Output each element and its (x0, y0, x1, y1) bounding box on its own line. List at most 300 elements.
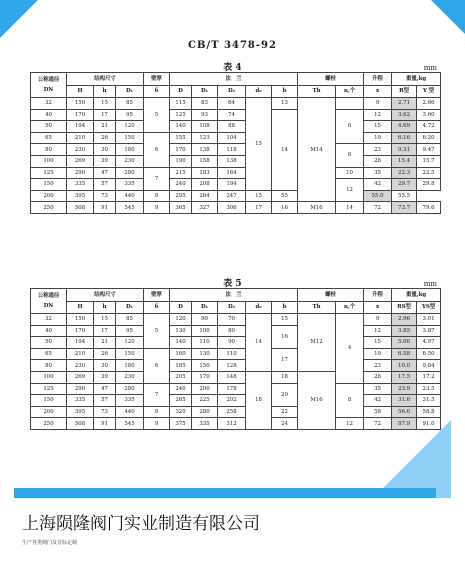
table-cell: 47 (94, 383, 116, 395)
table-cell: 79.6 (417, 202, 441, 214)
table-cell: 72 (364, 202, 392, 214)
table-cell: 9.84 (417, 360, 441, 372)
table-cell: 80 (31, 360, 67, 372)
table-cell: 15 (364, 337, 392, 349)
table-row (31, 109, 441, 121)
table-cell: 23.5 (417, 383, 441, 395)
table-cell: 3.01 (417, 314, 441, 326)
table-cell: 9.47 (417, 144, 441, 156)
table-cell: 64 (218, 98, 246, 110)
table-cell: 2.96 (392, 314, 417, 326)
header-weight-ys: YS型 (417, 301, 441, 314)
table-cell: 4.97 (417, 337, 441, 349)
header-D1: D₁ (116, 301, 144, 314)
table-cell: 93 (192, 109, 218, 121)
table-cell: 306 (218, 202, 246, 214)
table-cell: 508 (67, 202, 94, 214)
table-cell: 14 (246, 314, 272, 372)
table-cell: 269 (67, 371, 94, 383)
table-cell: 210 (67, 348, 94, 360)
table-cell: 30 (94, 144, 116, 156)
table-cell: 73 (94, 190, 116, 202)
table-cell: 30 (94, 360, 116, 372)
table-cell: 230 (67, 360, 94, 372)
table-row (31, 144, 441, 156)
table-cell: 8 (144, 406, 170, 418)
table-cell: 545 (116, 418, 144, 430)
table-cell: 91.0 (417, 418, 441, 430)
table-cell: 65 (31, 132, 67, 144)
table-cell: 40 (31, 109, 67, 121)
table-cell (336, 98, 364, 110)
table-cell: 8 (336, 383, 364, 418)
header-wall-thickness: 壁厚 (144, 289, 170, 302)
table-cell: 5.06 (392, 337, 417, 349)
table-cell: 150 (67, 98, 94, 110)
table-cell: 327 (192, 202, 218, 214)
table-cell: 39 (94, 371, 116, 383)
table-cell: 4.72 (417, 121, 441, 133)
header-flange: 法 兰 (170, 289, 298, 302)
table-cell: 125 (31, 383, 67, 395)
table-cell: 205 (170, 371, 192, 383)
table-cell: 130 (192, 348, 218, 360)
table-cell: 22.3 (392, 167, 417, 179)
table-cell: 88 (218, 121, 246, 133)
table-cell: 57 (94, 395, 116, 407)
header-structure-dimensions: 结构尺寸 (67, 289, 144, 302)
table-cell: 240 (170, 383, 192, 395)
table-cell: 28 (364, 155, 392, 167)
table-cell: 170 (67, 325, 94, 337)
table-row (31, 98, 441, 110)
table-cell: 125 (31, 167, 67, 179)
table-cell: M12 (298, 314, 336, 372)
table-cell: 210 (67, 132, 94, 144)
table-cell: 155 (170, 132, 192, 144)
table-cell: 42 (364, 395, 392, 407)
table-cell: 100 (31, 155, 67, 167)
table-cell: 8 (144, 190, 170, 202)
table-cell: 120 (170, 314, 192, 326)
accent-band (14, 488, 436, 498)
table-cell: 26 (94, 132, 116, 144)
table-cell: 6.16 (392, 132, 417, 144)
table-cell: 200 (31, 406, 67, 418)
table-cell: 17 (246, 202, 272, 214)
table-cell: 18 (246, 371, 272, 429)
table-cell: 3.60 (417, 109, 441, 121)
table-cell: 150 (31, 395, 67, 407)
header-h: h (94, 85, 116, 98)
table-cell: 28 (364, 371, 392, 383)
table-cell: 230 (116, 155, 144, 167)
header-lift: 升程 (364, 289, 392, 302)
header-weight: 重量,kg (392, 289, 441, 302)
table-cell: 200 (31, 190, 67, 202)
table-cell: 7 (144, 383, 170, 406)
table-cell: 55 (272, 190, 298, 202)
table-cell: 115 (170, 98, 192, 110)
table-cell: 320 (170, 406, 192, 418)
table-cell: 190 (170, 155, 192, 167)
table-cell: 22 (272, 406, 298, 418)
table-cell: 85 (116, 98, 144, 110)
table-row (31, 179, 441, 191)
table-cell: 12 (364, 325, 392, 337)
header-weight-rs: RS型 (392, 301, 417, 314)
table-cell: 240 (170, 179, 192, 191)
header-thread: Th (298, 85, 336, 98)
table-cell: 170 (170, 144, 192, 156)
table-cell: 202 (218, 395, 246, 407)
header-D: D (170, 85, 192, 98)
header-D2: D₂ (218, 301, 246, 314)
standard-code: CB/T 3478-92 (188, 40, 277, 51)
corner-decoration-bottom-right (373, 420, 451, 498)
table-cell: 14 (272, 109, 298, 190)
header-flange-D1: D₁ (192, 301, 218, 314)
table-cell: 57 (94, 179, 116, 191)
header-bolt-count: n,个 (336, 85, 364, 98)
table-cell: 4.69 (392, 121, 417, 133)
table-cell: 194 (67, 121, 94, 133)
table-cell: 335 (116, 179, 144, 191)
header-d0: d₀ (246, 85, 272, 98)
header-delta: δ (144, 85, 170, 98)
table-cell: 440 (116, 406, 144, 418)
table-row (31, 383, 441, 395)
table-cell: 16 (272, 325, 298, 348)
table-cell: 80 (31, 144, 67, 156)
table-cell: 2.71 (392, 98, 417, 110)
table-cell: 104 (218, 132, 246, 144)
table-cell: 194 (218, 179, 246, 191)
table-cell: 47 (94, 167, 116, 179)
table-cell: 32 (31, 98, 67, 110)
table-cell: 183 (192, 167, 218, 179)
table-cell: 120 (116, 337, 144, 349)
table-cell: 12 (364, 109, 392, 121)
table-cell: 180 (116, 144, 144, 156)
table-cell: 290 (67, 383, 94, 395)
header-delta: δ (144, 301, 170, 314)
table-cell: 150 (116, 348, 144, 360)
table-cell: 90 (192, 314, 218, 326)
table-row (31, 348, 441, 360)
table-5-title: 表 5 (223, 279, 242, 289)
table-cell: 120 (116, 121, 144, 133)
header-weight-r: R型 (392, 85, 417, 98)
header-weight: 重量,kg (392, 73, 441, 86)
table-cell: 160 (170, 348, 192, 360)
table-cell: 130 (170, 325, 192, 337)
table-cell: 40 (31, 325, 67, 337)
table-cell: 58 (364, 406, 392, 418)
table-cell: 545 (116, 202, 144, 214)
header-d0: d₀ (246, 301, 272, 314)
table-row (31, 360, 441, 372)
table-cell: 15.4 (392, 155, 417, 167)
table-cell: 35 (364, 383, 392, 395)
header-b: b (272, 301, 298, 314)
table-cell: 31.6 (392, 395, 417, 407)
table-4-title: 表 4 (223, 63, 242, 73)
header-bolt: 螺栓 (298, 73, 364, 86)
table-cell: 14 (336, 202, 364, 214)
table-cell: 280 (116, 167, 144, 179)
header-x: x (364, 301, 392, 314)
table-cell: 250 (31, 202, 67, 214)
table-cell: 17 (94, 325, 116, 337)
table-cell: 15 (94, 314, 116, 326)
table-row (31, 325, 441, 337)
table-cell: 24 (272, 418, 298, 430)
table-cell: 230 (116, 371, 144, 383)
table-cell: 2.66 (417, 98, 441, 110)
table-cell: 58.8 (417, 406, 441, 418)
header-bolt-count: n,个 (336, 301, 364, 314)
table-cell: 395 (67, 190, 94, 202)
table-cell: 70 (218, 314, 246, 326)
header-nominal-diameter: 公称通径 DN (31, 289, 67, 314)
table-cell: 17.5 (392, 371, 417, 383)
table-cell: 15 (246, 98, 272, 191)
table-cell: 22.5 (417, 167, 441, 179)
table-cell: 208 (192, 179, 218, 191)
corner-decoration-top-left (0, 0, 38, 38)
table-cell: 215 (170, 167, 192, 179)
table-cell: 15.7 (417, 155, 441, 167)
table-row (31, 395, 441, 407)
table-cell: 18 (272, 371, 298, 383)
table-row (31, 132, 441, 144)
table-cell: 4 (336, 314, 364, 384)
table-cell: 395 (67, 406, 94, 418)
table-cell: 15 (272, 314, 298, 326)
table-cell: 258 (218, 406, 246, 418)
table-cell: 265 (170, 395, 192, 407)
header-D2: D₂ (218, 85, 246, 98)
table-cell: 375 (170, 418, 192, 430)
table-cell: 29.7 (392, 179, 417, 191)
table-cell: 123 (192, 132, 218, 144)
table-4-unit: mm (423, 64, 437, 72)
table-row (31, 202, 441, 214)
header-flange: 法 兰 (170, 73, 298, 86)
table-cell: 250 (31, 418, 67, 430)
header-D: D (170, 301, 192, 314)
table-cell: 170 (67, 109, 94, 121)
table-cell: 65 (31, 348, 67, 360)
table-row (31, 190, 441, 202)
table-cell: 247 (218, 190, 246, 202)
header-lift: 升程 (364, 73, 392, 86)
table-cell: 100 (31, 371, 67, 383)
header-flange-D1: D₁ (192, 85, 218, 98)
table-5-unit: mm (423, 280, 437, 288)
table-cell: 23 (364, 360, 392, 372)
header-bolt: 螺栓 (298, 289, 364, 302)
table-cell: 87.9 (392, 418, 417, 430)
table-cell: 19 (364, 348, 392, 360)
table-cell: 3.87 (417, 325, 441, 337)
table-cell: 23.9 (392, 383, 417, 395)
table-cell: 21 (94, 337, 116, 349)
table-cell: 140 (170, 121, 192, 133)
table-cell: 5 (144, 314, 170, 349)
table-cell: 80 (218, 325, 246, 337)
header-structure-dimensions: 结构尺寸 (67, 73, 144, 86)
table-cell: 508 (67, 418, 94, 430)
table-cell: 72 (364, 418, 392, 430)
table-cell: 50 (31, 121, 67, 133)
table-row (31, 406, 441, 418)
header-D1: D₁ (116, 85, 144, 98)
table-cell: 8 (336, 144, 364, 167)
table-cell: 9 (144, 202, 170, 214)
table-cell: 74 (218, 109, 246, 121)
table-cell: 90 (218, 337, 246, 349)
table-row (31, 314, 441, 326)
table-cell: 56.6 (392, 406, 417, 418)
header-b: b (272, 85, 298, 98)
table-cell: 3.85 (392, 325, 417, 337)
table-cell: 178 (218, 383, 246, 395)
table-cell: 158 (192, 155, 218, 167)
table-cell: 280 (192, 406, 218, 418)
table-cell: 280 (116, 383, 144, 395)
table-cell: 150 (116, 132, 144, 144)
company-name: 上海陨隆阀门实业制造有限公司 (22, 514, 260, 534)
table-cell: 170 (192, 371, 218, 383)
table-cell: 365 (170, 202, 192, 214)
table-cell: 42 (364, 179, 392, 191)
table-cell: 50 (31, 337, 67, 349)
corner-decoration-top-right (431, 0, 465, 34)
table-4 (30, 72, 441, 214)
table-cell: 125 (170, 109, 192, 121)
table-row (31, 155, 441, 167)
table-cell: 29.8 (417, 179, 441, 191)
table-row (31, 167, 441, 179)
table-5 (30, 288, 441, 430)
table-row (31, 337, 441, 349)
table-cell: 440 (116, 190, 144, 202)
table-row (31, 371, 441, 383)
table-cell: 9 (364, 98, 392, 110)
table-cell: 32 (31, 314, 67, 326)
table-cell: 335 (116, 395, 144, 407)
table-cell: 95 (116, 109, 144, 121)
table-cell: 290 (67, 167, 94, 179)
table-cell: 200 (192, 383, 218, 395)
table-cell: 335 (192, 418, 218, 430)
table-cell: 150 (31, 179, 67, 191)
table-cell: 194 (67, 337, 94, 349)
table-cell: 9 (364, 314, 392, 326)
table-cell: M14 (298, 98, 336, 202)
table-cell: 20 (272, 383, 298, 406)
table-cell: 140 (170, 337, 192, 349)
table-cell: 35 (364, 167, 392, 179)
table-cell: 55.0 (364, 190, 392, 202)
table-cell: 148 (218, 371, 246, 383)
table-cell: 264 (192, 190, 218, 202)
table-cell: 16 (272, 202, 298, 214)
header-weight-y: Y 型 (417, 85, 441, 98)
table-cell: 108 (192, 121, 218, 133)
table-cell: 110 (218, 348, 246, 360)
table-row (31, 121, 441, 133)
table-cell: 312 (218, 418, 246, 430)
table-cell: 13 (272, 98, 298, 110)
table-cell: 73 (94, 406, 116, 418)
table-cell: 17 (272, 348, 298, 371)
table-cell: 6.50 (417, 348, 441, 360)
table-cell: 83 (192, 98, 218, 110)
table-cell: 91 (94, 202, 116, 214)
header-H: H (67, 85, 94, 98)
table-cell: 26 (94, 348, 116, 360)
table-cell: 225 (192, 395, 218, 407)
table-cell: 85 (116, 314, 144, 326)
table-cell: 12 (336, 418, 364, 430)
table-cell: 10 (336, 167, 364, 179)
table-cell: 9 (144, 418, 170, 430)
table-cell: 335 (67, 179, 94, 191)
table-cell: 15 (364, 121, 392, 133)
table-cell: 15 (94, 98, 116, 110)
header-thread: Th (298, 301, 336, 314)
table-cell: 295 (170, 190, 192, 202)
table-cell: 3.62 (392, 109, 417, 121)
table-cell: 17.2 (417, 371, 441, 383)
table-cell: 6 (336, 109, 364, 144)
table-cell: 23 (364, 144, 392, 156)
table-cell: 150 (192, 360, 218, 372)
table-cell: 15 (246, 190, 272, 202)
header-x: x (364, 85, 392, 98)
table-cell: 73.7 (392, 202, 417, 214)
table-cell: 19 (364, 132, 392, 144)
table-cell: 164 (218, 167, 246, 179)
table-cell: 138 (218, 155, 246, 167)
table-cell: 55.5 (392, 190, 417, 202)
table-cell: 118 (218, 144, 246, 156)
table-cell: 21 (94, 121, 116, 133)
table-cell: 335 (67, 395, 94, 407)
table-cell: 180 (116, 360, 144, 372)
table-cell: 138 (192, 144, 218, 156)
table-cell: 110 (192, 337, 218, 349)
table-cell: 9.31 (392, 144, 417, 156)
table-cell: 12 (336, 179, 364, 202)
table-cell: 7 (144, 167, 170, 190)
table-cell: 6.20 (417, 132, 441, 144)
table-cell: 31.5 (417, 395, 441, 407)
table-cell: 5 (144, 98, 170, 133)
table-cell: 128 (218, 360, 246, 372)
header-nominal-diameter: 公称通径 DN (31, 73, 67, 98)
table-cell: 185 (170, 360, 192, 372)
table-cell: 269 (67, 155, 94, 167)
table-cell: M16 (298, 202, 336, 214)
header-H: H (67, 301, 94, 314)
table-cell: 17 (94, 109, 116, 121)
table-cell: 6 (144, 348, 170, 383)
table-cell: 95 (116, 325, 144, 337)
